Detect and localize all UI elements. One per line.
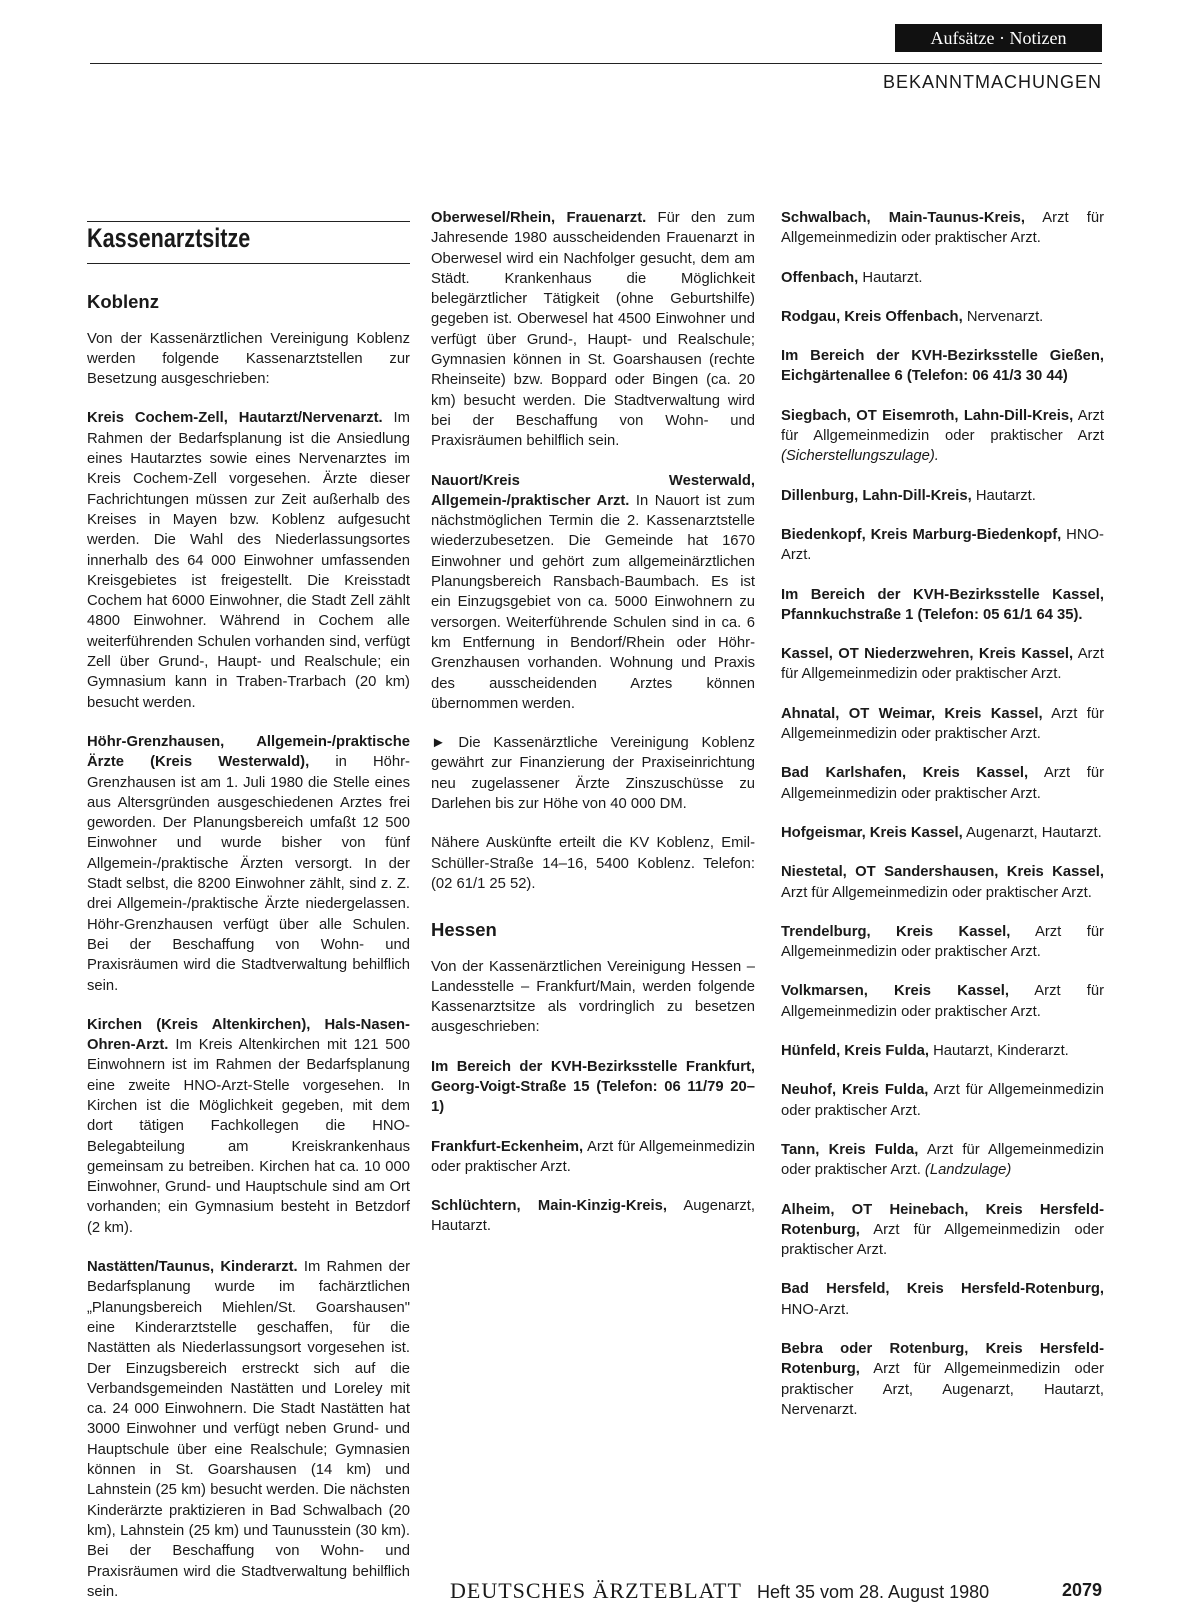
listing-lead: Im Bereich der KVH-Bezirksstelle Kassel, Pfannkuchstraße 1 (Telefon: 05 61/1 64 35).	[781, 586, 1104, 623]
listing	[781, 406, 1104, 467]
listing	[87, 1015, 410, 1238]
column-2-flow	[431, 208, 755, 1256]
listing-lead: Schlüchtern, Main-Kinzig-Kreis,	[431, 1198, 667, 1215]
hessen-intro: Von der Kassenärztlichen Vereinigung Hessen – Landesstelle – Frankfurt/Main, werden folgende Kassenarztsitze als vordringlich zu besetzen ausgeschrieben:	[431, 958, 755, 1036]
listing-text: Arzt für Allgemeinmedizin oder praktischer Arzt.	[781, 705, 1105, 743]
listing-lead: Volkmarsen, Kreis Kassel,	[781, 983, 1009, 1000]
listing	[781, 981, 1104, 1022]
listing-text: HNO-Arzt.	[781, 1301, 850, 1318]
listing	[781, 307, 1104, 327]
listing-text: Arzt für Allgemeinmedizin oder praktischer Arzt.	[781, 765, 1104, 802]
listing-lead: Bad Karlshafen, Kreis Kassel,	[781, 765, 1029, 782]
district-office	[781, 346, 1104, 387]
listing-lead: Rodgau, Kreis Offenbach,	[781, 308, 963, 325]
listing-lead: Kreis Cochem-Zell, Hautarzt/Nervenarzt.	[87, 410, 383, 427]
listing-note: (Sicherstellungszulage).	[781, 448, 939, 465]
listing-text: Arzt für Allgemeinmedizin oder praktischer Arzt	[781, 407, 1105, 445]
koblenz-contact: Nähere Auskünfte erteilt die KV Koblenz, Emil-Schüller-Straße 14–16, 5400 Koblenz. Telefon: (02 61/1 25 52).	[431, 835, 755, 892]
listing-lead: Niestetal, OT Sandershausen, Kreis Kassel,	[781, 864, 1104, 881]
district-office	[781, 585, 1104, 626]
listing	[431, 471, 755, 715]
listing-text: In Nauort ist zum nächstmöglichen Termin die 2. Kassenarztstelle wiederzubesetzen. Die Gemeinde hat 1670 Einwohner und gehört zum allgemeinärztlichen Planungsbereich Ransbach-Baumbach. Es ist ein Einzugsgebiet von ca. 5000 Einwohnern zu versorgen. Weiterführende Schulen sind in ca. 6 km Entfernung in Bendorf/Rhein oder Höhr-Grenzhausen vorhanden. Wohnung und Praxis des ausscheidenden Arztes können übernommen werden.	[431, 492, 755, 712]
listing-lead: Schwalbach, Main-Taunus-Kreis,	[781, 210, 1025, 226]
listing-text: Arzt für Allgemeinmedizin oder praktischer Arzt.	[781, 923, 1104, 961]
koblenz-intro: Von der Kassenärztlichen Vereinigung Koblenz werden folgende Kassenarztstellen zur Besetzung ausgeschrieben:	[87, 330, 410, 388]
listing	[781, 644, 1104, 685]
listing-text: Arzt für Allgemeinmedizin oder praktischer Arzt, Augenarzt, Hautarzt, Nervenarzt.	[781, 1361, 1104, 1418]
listing	[781, 1041, 1104, 1061]
listing-lead: Kirchen (Kreis Altenkirchen), Hals-Nasen-Ohren-Arzt.	[87, 1016, 410, 1054]
listing-text: Augenarzt, Hautarzt.	[431, 1198, 755, 1235]
page-title: Kassenarztsitze	[87, 223, 251, 253]
listing	[781, 1339, 1104, 1420]
listing-lead: Ahnatal, OT Weimar, Kreis Kassel,	[781, 705, 1043, 722]
listing	[781, 1200, 1104, 1261]
listing-lead: Bebra oder Rotenburg, Kreis Hersfeld-Rotenburg,	[781, 1340, 1104, 1378]
listing-text: Arzt für Allgemeinmedizin oder praktischer Arzt.	[781, 983, 1105, 1020]
title-block	[87, 221, 410, 264]
listing-text: Arzt für Allgemeinmedizin oder praktischer Arzt.	[781, 646, 1104, 683]
listing-lead: Nauort/Kreis Westerwald, Allgemein-/praktischer Arzt.	[431, 472, 755, 509]
listing-text: Hautarzt.	[858, 269, 923, 286]
listing	[781, 704, 1104, 745]
column-3	[781, 208, 1104, 1439]
listing	[431, 1057, 755, 1118]
listing-lead: Siegbach, OT Eisemroth, Lahn-Dill-Kreis,	[781, 407, 1074, 424]
listing	[781, 823, 1104, 843]
listing	[781, 525, 1104, 566]
listing-text: Im Rahmen der Bedarfsplanung wurde im fachärztlichen „Planungsbereich Miehlen/St. Goarshausen" eine Kinderarztstelle geschaffen, für die Nastätten als Niederlassungsort vorgesehen ist. Der Einzugsbereich erstreckt sich auf die Verbandsgemeinden Nastätten und Loreley mit ca. 24 000 Einwohnern. Die Stadt Nastätten hat 3000 Einwohner und verfügt neben Grund- und Hauptschule über eine Realschule; Gymnasien können in St. Goarshausen (14 km) und Lahnstein (25 km) besucht werden. Die nächsten Kinderärzte praktizieren in Bad Schwalbach (20 km), Lahnstein (25 km) und Taunusstein (30 km). Bei der Beschaffung von Wohn- und Praxisräumen wird die Stadtverwaltung behilflich sein.	[87, 1259, 410, 1600]
listing	[87, 408, 410, 712]
listing	[781, 862, 1104, 903]
section-tag: Aufsätze · Notizen	[895, 24, 1102, 52]
column-1	[87, 221, 410, 1621]
listing	[781, 1140, 1104, 1181]
page-footer	[450, 1578, 1102, 1604]
listing-text: Arzt für Allgemeinmedizin oder praktischer Arzt.	[781, 1141, 1104, 1179]
listing	[781, 763, 1104, 804]
listing-lead: Frankfurt-Eckenheim,	[431, 1138, 584, 1155]
listing-text: Hautarzt, Kinderarzt.	[928, 1043, 1069, 1060]
listing-text: Arzt für Allgemeinmedizin oder praktischer Arzt.	[781, 1221, 1104, 1259]
listing-lead: Hofgeismar, Kreis Kassel,	[781, 824, 963, 841]
listing	[781, 208, 1104, 249]
listing-text: HNO-Arzt.	[781, 526, 1104, 564]
listing-lead: Alheim, OT Heinebach, Kreis Hersfeld-Rotenburg,	[781, 1201, 1104, 1238]
listing	[431, 1137, 755, 1178]
listing-text: Augenarzt, Hautarzt.	[962, 824, 1102, 841]
listing-lead: Biedenkopf, Kreis Marburg-Biedenkopf,	[781, 526, 1062, 543]
listing-lead: Kassel, OT Niederzwehren, Kreis Kassel,	[781, 646, 1074, 663]
listing-text: in Höhr-Grenzhausen ist am 1. Juli 1980 die Stelle eines aus Altersgründen ausgeschiedenen Arztes frei geworden. Der Planungsbereich umfaßt 12 500 Einwohner und wurde bisher von fünf Allgemein-/praktische Ärzten versorgt. In der Stadt selbst, die 8200 Einwohner zählt, sind z. Z. drei Allgemein-/praktische Ärzte niedergelassen. Höhr-Grenzhausen verfügt über alle Schulen. Bei der Beschaffung von Wohn- und Praxisräumen wird die Stadtverwaltung behilflich sein.	[87, 754, 410, 994]
region-heading-koblenz: Koblenz	[87, 291, 159, 313]
listing-text: Im Rahmen der Bedarfsplanung ist die Ansiedlung eines Hautarztes sowie eines Nervenarztes im Kreis Cochem-Zell vorgesehen. Ärzte dieser Fachrichtungen müssen zur Zeit außerhalb des Kreises in Mayen bzw. Koblenz aufgesucht werden. Die Wahl des Niederlassungsortes innerhalb des 64 000 Einwohner umfassenden Kreisgebietes ist freigestellt. Die Kreisstadt Cochem hat 6000 Einwohner, die Stadt Zell zählt 4800 Einwohner. Während in Cochem alle weiterführenden Schulen vorhanden sind, verfügt Zell über Grund-, Haupt- und Realschule; ein Gymnasium kann in Traben-Trarbach (20 km) besucht werden.	[87, 410, 410, 711]
category-label: BEKANNTMACHUNGEN	[882, 72, 1102, 92]
koblenz-note: ► Die Kassenärztliche Vereinigung Koblenz gewährt zur Finanzierung der Praxiseinrichtung neu zugelassener Ärzte Zinszuschüsse zu Darlehen bis zur Höhe von 40 000 DM.	[431, 735, 755, 813]
issue-info: Heft 35 vom 28. August 1980	[756, 1582, 990, 1602]
listing-lead: Hünfeld, Kreis Fulda,	[781, 1043, 929, 1060]
listing-text: Nervenarzt.	[962, 308, 1044, 325]
listing-text: Für den zum Jahresende 1980 ausscheidenden Frauenarzt in Oberwesel wird ein Nachfolger gesucht, dem am Städt. Krankenhaus die Möglichkeit belegärztlicher Tätigkeit (ohne Geburtshilfe) gegeben ist. Oberwesel hat 4500 Einwohner und verfügt über Grund-, Haupt- und Realschule; Gymnasien können in St. Goarshausen (rechte Rheinseite) bzw. Boppard oder Bingen (ca. 20 km) besucht werden. Die Stadtverwaltung wird bei der Beschaffung von Wohn- und Praxisräumen behilflich sein.	[431, 210, 755, 450]
listing-lead: Trendelburg, Kreis Kassel,	[781, 923, 1011, 940]
listing	[781, 922, 1104, 963]
listing-lead: Tann, Kreis Fulda,	[781, 1141, 919, 1158]
listing	[87, 732, 410, 996]
listing	[431, 208, 755, 452]
listing	[781, 1279, 1104, 1320]
listing-lead: Im Bereich der KVH-Bezirksstelle Frankfurt, Georg-Voigt-Straße 15 (Telefon: 06 11/79 20–1)	[431, 1058, 755, 1116]
listing-lead: Dillenburg, Lahn-Dill-Kreis,	[781, 487, 972, 504]
listing-lead: Höhr-Grenzhausen, Allgemein-/praktische Ärzte (Kreis Westerwald),	[87, 733, 410, 771]
listing	[431, 1196, 755, 1237]
listing	[781, 486, 1104, 506]
listing-lead: Bad Hersfeld, Kreis Hersfeld-Rotenburg,	[781, 1281, 1104, 1298]
listing-note: (Landzulage)	[924, 1162, 1012, 1179]
listing-text: Im Kreis Altenkirchen mit 121 500 Einwohnern ist im Rahmen der Bedarfsplanung eine zweite HNO-Arzt-Stelle vorgesehen. In Kirchen ist die Möglichkeit gegeben, mit dem dort tätigen Fachkollegen die HNO-Belegabteilung am Kreiskrankenhaus gemeinsam zu betreiben. Kirchen hat ca. 10 000 Einwohner, Grund- und Hauptschule sind am Ort vorhanden; ein Gymnasium besteht in Betzdorf (2 km).	[87, 1037, 410, 1236]
listing-text: Hautarzt.	[971, 487, 1036, 504]
listing	[781, 1080, 1104, 1121]
listing-text: Arzt für Allgemeinmedizin oder praktischer Arzt.	[431, 1138, 755, 1175]
listing-lead: Nastätten/Taunus, Kinderarzt.	[87, 1259, 298, 1276]
page-number: 2079	[1061, 1580, 1102, 1600]
listing-lead: Offenbach,	[781, 269, 859, 286]
listing-lead: Im Bereich der KVH-Bezirksstelle Gießen, Eichgärtenallee 6 (Telefon: 06 41/3 30 44)	[781, 348, 1104, 385]
listing-lead: Oberwesel/Rhein, Frauenarzt.	[431, 210, 647, 226]
listing-text: Arzt für Allgemeinmedizin oder praktischer Arzt.	[781, 210, 1104, 247]
listing	[87, 1257, 410, 1602]
region-heading-hessen: Hessen	[431, 919, 497, 941]
listing	[781, 268, 1104, 288]
header-rule	[90, 63, 1102, 64]
listing-lead: Neuhof, Kreis Fulda,	[781, 1082, 929, 1099]
journal-name: DEUTSCHES ÄRZTEBLATT	[450, 1578, 742, 1603]
listing-text: Arzt für Allgemeinmedizin oder praktischer Arzt.	[781, 884, 1092, 901]
listing-text: Arzt für Allgemeinmedizin oder praktischer Arzt.	[781, 1082, 1104, 1119]
